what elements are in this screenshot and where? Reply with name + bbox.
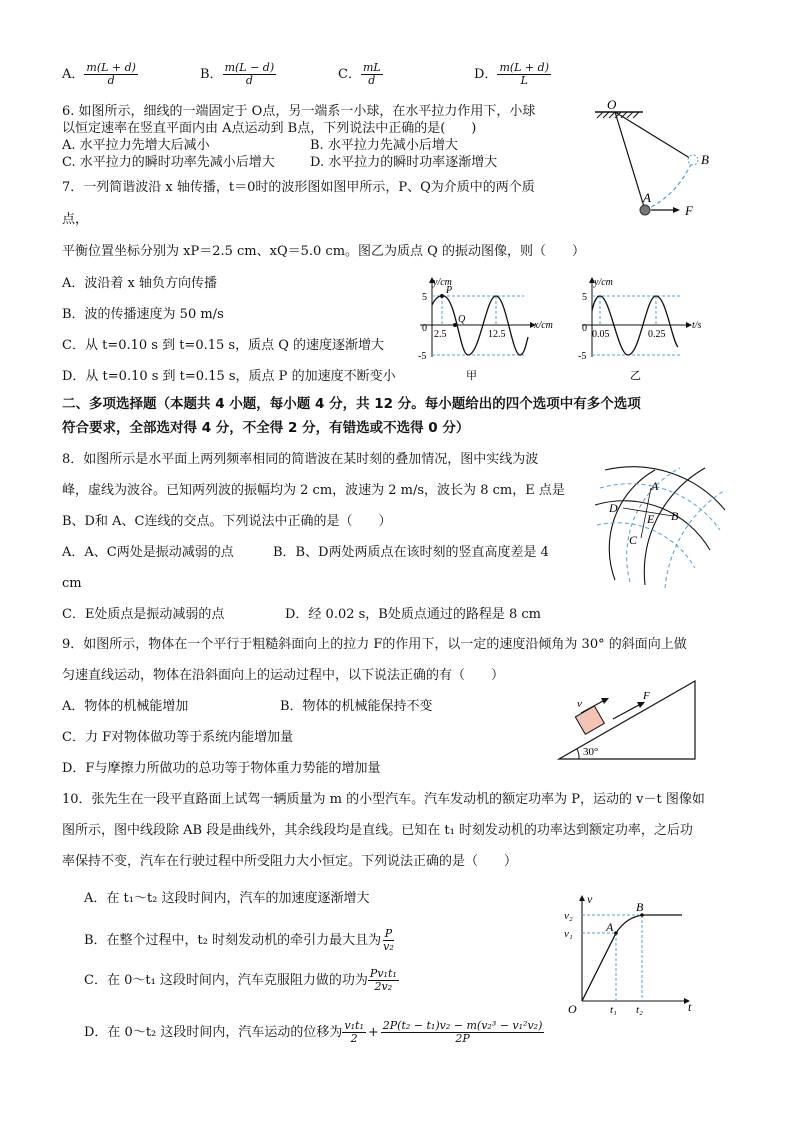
svg-text:t/s: t/s	[692, 320, 702, 331]
q8-stem-line1: 8．如图所示是水平面上两列频率相同的简谐波在某时刻的叠加情况，图中实线为波	[62, 452, 539, 467]
svg-text:t₂: t₂	[636, 1004, 643, 1016]
q10-stem-line1: 10．张先生在一段平直路面上试驾一辆质量为 m 的小型汽车。汽车发动机的额定功率为 P，运动的 v－t 图像如	[62, 792, 705, 807]
q6-option-b: B. 水平拉力先减小后增大	[310, 138, 458, 153]
q5-option-c: C． $\frac{mL}{d}$	[338, 61, 381, 88]
point-b-label: B	[671, 509, 679, 523]
q10-option-a: A．在 t₁～t₂ 这段时间内，汽车的加速度逐渐增大	[84, 891, 370, 906]
q8-option-d: D．经 0.02 s，B处质点通过的路程是 8 cm	[285, 607, 542, 622]
point-d-label: D	[609, 501, 618, 515]
q10-option-c: C．在 0～t₁ 这段时间内，汽车克服阻力做的功为 $\frac{\text{Pv₁t₁}}{\text{2v₂}}$	[84, 967, 397, 994]
q7-stem-line1: 7．一列简谐波沿 x 轴传播，t＝0时的波形图如图甲所示，P、Q为介质中的两个质	[62, 180, 535, 195]
svg-text:F: F	[643, 690, 650, 702]
svg-text:0: 0	[422, 323, 427, 334]
q5-option-b: B． $\frac{m(L - d)}{d}$	[200, 61, 275, 88]
q6-pendulum-figure	[585, 98, 715, 228]
svg-text:Q: Q	[458, 314, 466, 325]
q9-incline-figure	[555, 675, 705, 765]
point-c-label: C	[629, 533, 638, 547]
q8-option-a: A．A、C两处是振动减弱的点	[62, 545, 234, 560]
force-f-arrow	[613, 705, 639, 719]
point-o-label: O	[607, 97, 617, 112]
q8-interference-figure	[585, 450, 735, 590]
svg-text:O: O	[568, 1002, 577, 1016]
ball-at-a	[640, 205, 650, 215]
q9-option-a: A．物体的机械能增加	[62, 699, 189, 714]
jia-point-q	[453, 323, 457, 327]
svg-text:2.5: 2.5	[434, 329, 447, 340]
q7-vibration-figure-yi	[570, 275, 720, 387]
svg-text:-5: -5	[578, 351, 587, 362]
svg-text:v₂: v₂	[564, 910, 573, 922]
point-b-label: B	[701, 152, 709, 167]
section-2-heading-line1: 二、多项选择题（本题共 4 小题，每小题 4 分，共 12 分。每小题给出的四个选项中有多个选项	[62, 396, 641, 412]
q8-option-b-line2: cm	[62, 576, 82, 591]
svg-text:v: v	[577, 698, 582, 710]
q6-stem-line1: 6. 如图所示，细线的一端固定于 O点，另一端系一小球，在水平拉力作用下，小球	[62, 104, 536, 119]
svg-text:y/cm: y/cm	[433, 277, 452, 288]
q6-option-a: A. 水平拉力先增大后减小	[62, 138, 210, 153]
force-f-label: F	[685, 203, 693, 218]
q9-option-d: D．F与摩擦力所做功的总功等于物体重力势能的增加量	[62, 761, 381, 776]
svg-text:5: 5	[422, 292, 427, 303]
svg-text:y/cm: y/cm	[594, 277, 613, 288]
q7-option-d: D．从 t=0.10 s 到 t=0.15 s，质点 P 的加速度不断变小	[62, 369, 396, 384]
q8-stem-line3: B、D和 A、C连线的交点。下列说法中正确的是（ ）	[62, 514, 392, 529]
svg-text:x/cm: x/cm	[534, 320, 553, 331]
q9-option-c: C．力 F对物体做功等于系统内能增加量	[62, 730, 294, 745]
svg-text:-5: -5	[418, 351, 427, 362]
force-arrowhead	[673, 207, 680, 213]
svg-text:0: 0	[582, 323, 587, 334]
line-oa	[582, 933, 616, 1001]
q9-stem-line2: 匀速直线运动，物体在沿斜面向上的运动过程中，以下说法正确的有（ ）	[62, 668, 505, 683]
jia-caption: 甲	[466, 370, 477, 382]
svg-text:0.25: 0.25	[648, 329, 666, 340]
q10-option-d: D．在 0～t₂ 这段时间内，汽车运动的位移为 $\frac{\text{v₁t₁}}{2}$ + $\frac{\text{2P(t₂ − t₁)v₂ − m(v₂³ − v₁²v₂)}}{2P}$	[84, 1019, 543, 1046]
point-e-label: E	[647, 512, 655, 526]
svg-text:t: t	[688, 1000, 692, 1014]
q7-stem-line2: 平衡位置坐标分别为 xP＝2.5 cm、xQ＝5.0 cm。图乙为质点 Q 的振动图像，则（ ）	[62, 244, 585, 259]
q10-stem-line3: 率保持不变，汽车在行驶过程中所受阻力大小恒定。下列说法正确的是（ ）	[62, 854, 518, 869]
block	[575, 706, 604, 734]
yi-caption: 乙	[630, 370, 641, 382]
string-to-b	[615, 112, 693, 160]
q8-option-b-line1: B．B、D两处两质点在该时刻的竖直高度差是 4	[273, 545, 549, 560]
svg-text:v: v	[587, 892, 593, 906]
svg-text:v₁: v₁	[564, 928, 573, 940]
q7-option-c: C．从 t=0.10 s 到 t=0.15 s，质点 Q 的速度逐渐增大	[62, 338, 384, 353]
q9-option-b: B．物体的机械能保持不变	[280, 699, 433, 714]
q9-stem-line1: 9．如图所示，物体在一个平行于粗糙斜面向上的拉力 F的作用下，以一定的速度沿倾角为 30° 的斜面向上做	[62, 637, 687, 652]
ceiling-hatch	[597, 112, 639, 118]
q7-wave-figure-jia	[400, 275, 560, 387]
svg-text:P: P	[446, 285, 453, 296]
section-2-heading-line2: 符合要求，全部选对得 4 分，不全得 2 分，有错选或不选得 0 分）	[62, 420, 470, 436]
q8-option-c: C．E处质点是振动减弱的点	[62, 607, 225, 622]
q5-option-a: A． $\frac{m(L + d)}{d}$	[62, 61, 136, 88]
svg-text:A: A	[606, 920, 614, 934]
svg-text:0.05: 0.05	[592, 329, 610, 340]
q8-stem-line2: 峰，虚线为波谷。已知两列波的振幅均为 2 cm，波速为 2 m/s，波长为 8 cm，E 点是	[62, 483, 565, 498]
q10-option-b: B．在整个过程中，t₂ 时刻发动机的牵引力最大且为 $\frac{P}{\text{v₂}}$	[84, 927, 394, 954]
jia-point-p	[440, 294, 444, 298]
svg-text:t₁: t₁	[610, 1004, 617, 1016]
q5-option-d: D． $\frac{m(L + d)}{L}$	[474, 61, 550, 88]
q6-option-c: C. 水平拉力的瞬时功率先减小后增大	[62, 155, 275, 170]
svg-text:B: B	[636, 900, 644, 914]
q7-option-a: A．波沿着 x 轴负方向传播	[62, 276, 217, 291]
svg-text:12.5: 12.5	[488, 329, 506, 340]
q10-vt-graph	[562, 892, 712, 1016]
q6-option-d: D. 水平拉力的瞬时功率逐渐增大	[310, 155, 498, 170]
ball-at-b	[688, 155, 698, 165]
point-a-label: A	[651, 479, 659, 493]
q7-stem-line1b: 点，	[62, 212, 89, 227]
q10-stem-line2: 图所示，图中线段除 AB 段是曲线外，其余线段均是直线。已知在 t₁ 时刻发动机的功率达到额定功率，之后功	[62, 823, 693, 838]
svg-text:5: 5	[582, 292, 587, 303]
q6-stem-line2: 以恒定速率在竖直平面内由 A点运动到 B点，下列说法中正确的是( )	[62, 121, 477, 136]
string-to-a	[615, 112, 645, 210]
svg-text:30°: 30°	[583, 746, 599, 758]
point-a-label: A	[643, 190, 651, 205]
q7-option-b: B．波的传播速度为 50 m/s	[62, 307, 224, 322]
curve-ab	[616, 915, 642, 933]
